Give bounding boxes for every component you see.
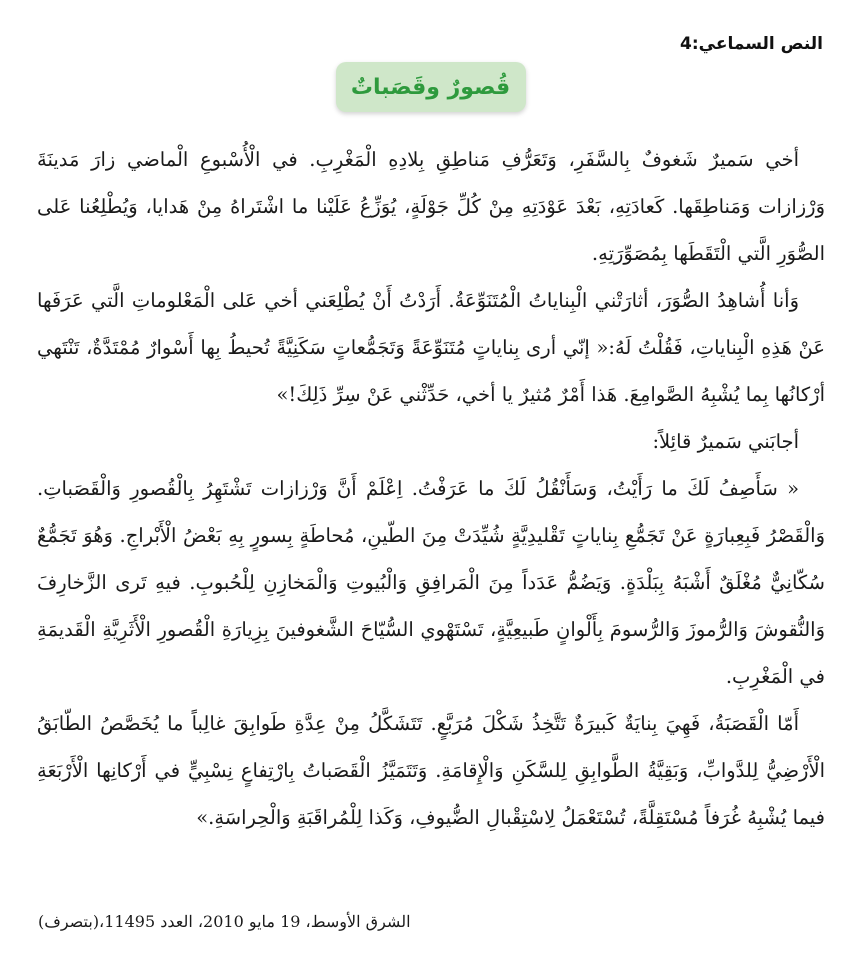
paragraph-5: أَمّا الْقَصَبَةُ، فَهِيَ بِنايَةٌ كَبيرَةٌ تَتَّخِذُ شَكْلَ مُرَبَّعٍ. تَتَشَكَّلُ مِنْ عِدَّةِ طَوابِقَ غالِباً ما يُخَصَّصُ الطّابَقُ الْأَرْضِيُّ لِلدَّوابِّ، وَبَقِيَّةُ الطَّوابِقِ لِلسَّكَنِ وَالْإِقامَةِ. وَتَتَمَيَّزُ الْقَصَباتُ بِارْتِفاعٍ نِسْبِيٍّ في أَرْكانِها الْأَرْبَعَةِ فيما يُشْبِهُ غُرَفاً مُسْتَقِلَّةً، تُسْتَعْمَلُ لِاسْتِقْبالِ الضُّيوفِ، وَكَذا لِلْمُراقَبَةِ وَالْحِراسَةِ.» — [37, 712, 825, 829]
paragraph-1: أخي سَميرٌ شَغوفٌ بِالسَّفَرِ، وَتَعَرُّفِ مَناطِقِ بِلادِهِ الْمَغْرِبِ. في الْأُسْبوعِ الْماضي زارَ مَدينَةَ وَرْزازات وَمَناطِقَها. كَعادَتِهِ، بَعْدَ عَوْدَتِهِ مِنْ كُلِّ جَوْلَةٍ، يُوَزِّعُ عَلَيْنا ما اشْتَراهُ مِنْ هَدايا، وَيُطْلِعُنا عَلى الصُّوَرِ الَّتي الْتَقَطَها بِمُصَوِّرَتِهِ. — [37, 148, 825, 265]
source-citation: الشرق الأوسط، 19 مايو 2010، العدد 11495،(بتصرف) — [38, 912, 411, 931]
paragraph-3: أجابَني سَميرٌ قائِلاً: — [652, 430, 799, 453]
text-body — [37, 136, 825, 841]
paragraph-2: وَأنا أُشاهِدُ الصُّوَرَ، أثارَتْني الْبِناياتُ الْمُتَنَوِّعَةُ. أَرَدْتُ أَنْ يُطْلِعَني أخي عَلى الْمَعْلوماتِ الَّتي عَرَفَها عَنْ هَذِهِ الْبِناياتِ، فَقُلْتُ لَهُ:« إنّي أرى بِناياتٍ مُتَنَوِّعَةً وَتَجَمُّعاتٍ سَكَنِيَّةً تُحيطُ بِها أَسْوارٌ مُمْتَدَّةٌ، تَنْتَهي أرْكانُها بِما يُشْبِهُ الصَّوامِعَ. هَذا أَمْرٌ مُثيرٌ يا أخي، حَدِّثْني عَنْ سِرِّ ذَلِكَ!» — [37, 289, 825, 406]
text-title: قُصورٌ وقَصَباتٌ — [350, 74, 511, 100]
title-banner — [336, 62, 526, 112]
section-heading: النص السماعي:4 — [679, 34, 823, 54]
paragraph-4: « سَأَصِفُ لَكَ ما رَأَيْتُ، وَسَأَنْقُلُ لَكَ ما عَرَفْتُ. اِعْلَمْ أَنَّ وَرْزازات تَشْتَهِرُ بِالْقُصورِ وَالْقَصَباتِ. وَالْقَصْرُ فَبِعِبارَةٍ عَنْ تَجَمُّعِ بِناياتٍ تَقْليدِيَّةٍ شُيِّدَتْ مِنَ الطّينِ، مُحاطَةٍ بِسورٍ بِهِ بَعْضُ الْأَبْراجِ. وَهُوَ تَجَمُّعٌ سُكّانِيٌّ مُغْلَقٌ أَشْبَهُ بِبَلْدَةٍ. وَيَضُمُّ عَدَداً مِنَ الْمَرافِقِ وَالْبُيوتِ وَالْمَخازِنِ لِلْحُبوبِ. فيهِ تَرى الزَّخارِفَ وَالنُّقوشَ وَالرُّموزَ وَالرُّسومَ بِأَلْوانٍ طَبيعِيَّةٍ، تَسْتَهْوي السُّيّاحَ الشَّغوفينَ بِزِيارَةِ الْقُصورِ الْأَثَرِيَّةِ الْقَديمَةِ في الْمَغْرِبِ. — [37, 477, 825, 688]
